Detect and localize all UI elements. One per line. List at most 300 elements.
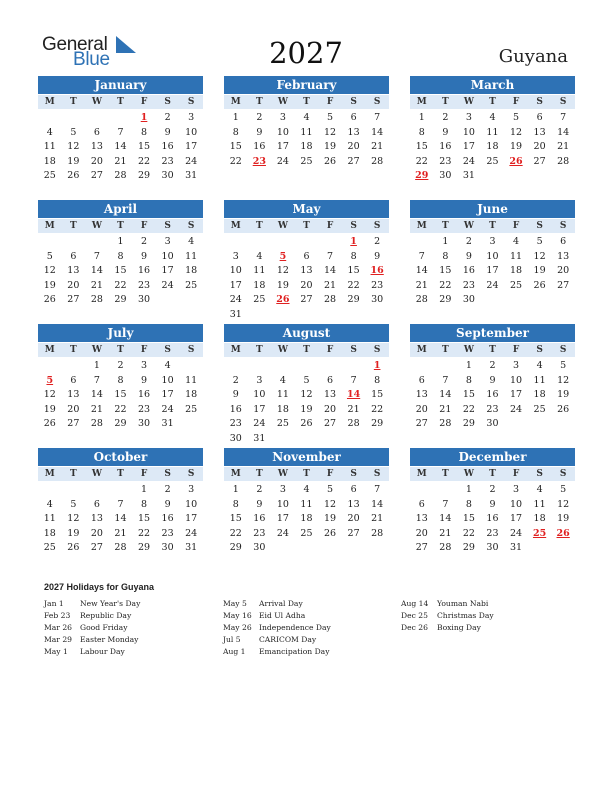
day-cell: 17 bbox=[229, 279, 242, 291]
week-row bbox=[410, 169, 575, 184]
day-cell: 5 bbox=[279, 250, 287, 262]
day-cell: 23 bbox=[161, 527, 174, 539]
day-cell: 22 bbox=[229, 155, 242, 167]
day-cell: 25 bbox=[532, 527, 547, 539]
week-row bbox=[410, 235, 575, 250]
day-cell: 28 bbox=[371, 155, 384, 167]
day-cell: 17 bbox=[276, 513, 289, 524]
day-cell: 4 bbox=[536, 360, 543, 371]
weekday-label: S bbox=[187, 221, 195, 231]
empty-cell bbox=[109, 483, 133, 498]
day-cell: 31 bbox=[229, 308, 242, 320]
week-row bbox=[38, 498, 203, 513]
day-cell: 20 bbox=[415, 403, 428, 415]
empty-cell bbox=[551, 293, 575, 308]
week-row bbox=[410, 403, 575, 418]
empty-cell bbox=[342, 308, 366, 323]
weekday-label: F bbox=[512, 469, 520, 479]
empty-cell bbox=[271, 432, 295, 447]
day-cell: 1 bbox=[465, 360, 472, 371]
weekday-header bbox=[410, 467, 575, 481]
week-row bbox=[410, 541, 575, 556]
day-cell: 6 bbox=[303, 250, 310, 262]
day-cell: 17 bbox=[161, 389, 174, 400]
weekday-label: T bbox=[441, 345, 449, 355]
day-cell: 28 bbox=[114, 170, 127, 181]
day-cell: 17 bbox=[276, 141, 289, 152]
empty-cell bbox=[224, 359, 248, 374]
week-row bbox=[224, 250, 389, 265]
weekday-label: M bbox=[416, 221, 427, 231]
day-cell: 26 bbox=[43, 418, 56, 429]
day-cell: 10 bbox=[276, 498, 289, 510]
day-cell: 2 bbox=[489, 484, 496, 495]
day-cell: 10 bbox=[229, 265, 242, 276]
day-cell: 18 bbox=[253, 279, 266, 291]
week-row bbox=[38, 374, 203, 389]
month-april bbox=[38, 200, 203, 320]
weekday-label: M bbox=[44, 469, 55, 479]
empty-cell bbox=[271, 359, 295, 374]
empty-cell bbox=[179, 417, 203, 432]
month-name: December bbox=[410, 448, 575, 466]
month-february bbox=[224, 76, 389, 196]
day-cell: 1 bbox=[350, 236, 357, 247]
day-cell: 16 bbox=[253, 513, 266, 524]
empty-cell bbox=[295, 359, 319, 374]
holiday-date: May 5 bbox=[223, 599, 247, 608]
weekday-label: T bbox=[69, 221, 77, 231]
day-cell: 25 bbox=[185, 403, 198, 415]
day-cell: 9 bbox=[256, 498, 263, 510]
empty-cell bbox=[342, 432, 366, 447]
weekday-label: M bbox=[230, 97, 241, 107]
day-cell: 7 bbox=[117, 126, 124, 138]
empty-cell bbox=[62, 483, 86, 498]
day-cell: 11 bbox=[509, 250, 523, 262]
day-cell: 30 bbox=[253, 542, 266, 553]
empty-cell bbox=[271, 541, 295, 556]
day-cell: 12 bbox=[557, 374, 570, 386]
empty-cell bbox=[38, 483, 62, 498]
weekday-label: W bbox=[91, 345, 102, 355]
weekday-label: S bbox=[350, 221, 357, 231]
empty-cell bbox=[365, 308, 389, 323]
day-cell: 29 bbox=[462, 418, 475, 429]
day-cell: 1 bbox=[93, 360, 100, 371]
day-cell: 9 bbox=[374, 250, 381, 262]
empty-cell bbox=[504, 293, 528, 308]
holiday-entry bbox=[223, 610, 331, 622]
week-row bbox=[224, 541, 389, 556]
empty-cell bbox=[248, 308, 272, 323]
weekday-label: F bbox=[512, 221, 520, 231]
holiday-entry bbox=[44, 622, 140, 634]
day-cell: 11 bbox=[43, 513, 56, 524]
empty-cell bbox=[85, 235, 109, 250]
day-cell: 18 bbox=[185, 389, 198, 400]
day-cell: 3 bbox=[465, 112, 472, 123]
week-row bbox=[224, 140, 389, 155]
week-row bbox=[410, 359, 575, 374]
day-cell: 2 bbox=[374, 236, 381, 247]
holiday-date: May 16 bbox=[223, 611, 252, 620]
empty-cell bbox=[551, 541, 575, 556]
weekday-label: S bbox=[373, 221, 381, 231]
day-cell: 24 bbox=[276, 155, 289, 167]
day-cell: 21 bbox=[114, 527, 127, 539]
empty-cell bbox=[295, 432, 319, 447]
holiday-date: Dec 25 bbox=[401, 611, 428, 620]
week-row bbox=[410, 293, 575, 308]
day-cell: 2 bbox=[256, 484, 263, 495]
day-cell: 2 bbox=[164, 112, 171, 123]
holiday-date: Dec 26 bbox=[401, 623, 428, 632]
day-cell: 14 bbox=[114, 141, 127, 152]
day-cell: 10 bbox=[276, 126, 289, 138]
day-cell: 7 bbox=[350, 374, 357, 386]
day-cell: 7 bbox=[442, 374, 449, 386]
day-cell: 20 bbox=[90, 155, 103, 167]
day-cell: 20 bbox=[557, 265, 570, 276]
day-cell: 30 bbox=[462, 294, 475, 305]
empty-cell bbox=[551, 417, 575, 432]
day-cell: 14 bbox=[371, 498, 384, 510]
holiday-date: Aug 14 bbox=[401, 599, 429, 608]
weekday-label: S bbox=[350, 345, 357, 355]
week-row bbox=[38, 359, 203, 374]
weekday-label: T bbox=[489, 221, 496, 231]
holiday-date: Mar 26 bbox=[44, 623, 73, 632]
day-cell: 11 bbox=[533, 498, 546, 510]
day-cell: 30 bbox=[137, 418, 151, 429]
holiday-name: Boxing Day bbox=[437, 623, 481, 632]
holiday-name: Easter Monday bbox=[80, 635, 139, 644]
day-cell: 27 bbox=[300, 294, 313, 305]
day-cell: 15 bbox=[229, 513, 242, 524]
weekday-label: W bbox=[277, 469, 288, 479]
day-cell: 24 bbox=[486, 279, 499, 291]
holiday-entry bbox=[223, 646, 331, 658]
empty-cell bbox=[528, 169, 552, 184]
week-row bbox=[224, 293, 389, 308]
weekday-label: S bbox=[164, 221, 171, 231]
day-cell: 5 bbox=[513, 112, 520, 123]
week-row bbox=[410, 279, 575, 294]
week-row bbox=[224, 512, 389, 527]
day-cell: 14 bbox=[557, 126, 570, 138]
day-cell: 12 bbox=[557, 498, 570, 510]
week-row bbox=[410, 374, 575, 389]
day-cell: 5 bbox=[70, 126, 77, 138]
weekday-label: M bbox=[44, 97, 55, 107]
day-cell: 27 bbox=[323, 418, 337, 429]
weekday-label: T bbox=[489, 97, 496, 107]
day-cell: 3 bbox=[513, 484, 520, 495]
month-name: May bbox=[224, 200, 389, 218]
day-cell: 2 bbox=[442, 112, 449, 123]
day-cell: 24 bbox=[185, 527, 198, 539]
day-cell: 27 bbox=[67, 294, 80, 305]
day-cell: 24 bbox=[253, 418, 266, 429]
day-cell: 9 bbox=[256, 126, 263, 138]
day-cell: 24 bbox=[276, 527, 289, 539]
month-december bbox=[410, 448, 575, 568]
day-cell: 15 bbox=[462, 513, 475, 524]
holiday-name: New Year's Day bbox=[80, 599, 141, 608]
day-cell: 7 bbox=[374, 484, 381, 495]
day-cell: 9 bbox=[141, 374, 148, 386]
holiday-entry bbox=[401, 598, 494, 610]
week-row bbox=[410, 512, 575, 527]
day-cell: 2 bbox=[256, 112, 263, 123]
day-cell: 23 bbox=[229, 418, 242, 429]
day-cell: 5 bbox=[46, 374, 54, 386]
empty-cell bbox=[179, 293, 203, 308]
day-cell: 26 bbox=[509, 155, 523, 167]
week-row bbox=[224, 235, 389, 250]
weekday-label: T bbox=[255, 345, 263, 355]
week-row bbox=[224, 359, 389, 374]
day-cell: 17 bbox=[509, 389, 523, 400]
day-cell: 21 bbox=[371, 513, 384, 524]
week-row bbox=[38, 527, 203, 542]
day-cell: 22 bbox=[114, 403, 127, 415]
day-cell: 19 bbox=[43, 403, 56, 415]
weekday-label: T bbox=[255, 469, 263, 479]
week-row bbox=[38, 417, 203, 432]
day-cell: 17 bbox=[486, 265, 499, 276]
weekday-label: T bbox=[441, 97, 449, 107]
day-cell: 4 bbox=[513, 236, 520, 247]
week-row bbox=[38, 169, 203, 184]
weekday-label: S bbox=[164, 97, 171, 107]
day-cell: 5 bbox=[560, 360, 567, 371]
empty-cell bbox=[528, 417, 552, 432]
day-cell: 10 bbox=[509, 498, 523, 510]
day-cell: 16 bbox=[137, 389, 151, 400]
day-cell: 29 bbox=[137, 170, 151, 181]
brand-blue-text: Blue bbox=[73, 49, 110, 70]
weekday-label: S bbox=[187, 97, 195, 107]
day-cell: 15 bbox=[371, 389, 384, 400]
months-grid bbox=[38, 76, 574, 556]
day-cell: 11 bbox=[43, 141, 56, 152]
week-row bbox=[224, 527, 389, 542]
day-cell: 27 bbox=[347, 527, 360, 539]
week-row bbox=[410, 140, 575, 155]
empty-cell bbox=[62, 111, 86, 126]
day-cell: 5 bbox=[560, 484, 567, 495]
day-cell: 22 bbox=[347, 279, 360, 291]
day-cell: 7 bbox=[442, 498, 449, 510]
week-row bbox=[224, 417, 389, 432]
day-cell: 30 bbox=[137, 294, 151, 305]
month-name: September bbox=[410, 324, 575, 342]
weekday-label: W bbox=[277, 345, 288, 355]
day-cell: 2 bbox=[489, 360, 496, 371]
day-cell: 29 bbox=[229, 542, 242, 553]
day-cell: 14 bbox=[114, 513, 127, 524]
day-cell: 3 bbox=[188, 112, 195, 123]
weekday-label: F bbox=[140, 97, 148, 107]
day-cell: 10 bbox=[185, 498, 198, 510]
holiday-name: Good Friday bbox=[80, 623, 128, 632]
day-cell: 23 bbox=[137, 403, 151, 415]
empty-cell bbox=[156, 293, 180, 308]
day-cell: 26 bbox=[556, 527, 570, 539]
day-cell: 1 bbox=[442, 236, 449, 247]
empty-cell bbox=[528, 541, 552, 556]
holiday-entry bbox=[223, 598, 331, 610]
day-cell: 11 bbox=[300, 498, 313, 510]
weekday-label: T bbox=[117, 469, 124, 479]
day-cell: 18 bbox=[276, 403, 289, 415]
day-cell: 14 bbox=[346, 389, 361, 400]
month-name: August bbox=[224, 324, 389, 342]
empty-cell bbox=[434, 483, 458, 498]
day-cell: 3 bbox=[232, 250, 239, 262]
day-cell: 11 bbox=[185, 374, 198, 386]
holidays-section bbox=[44, 582, 584, 668]
empty-cell bbox=[481, 293, 505, 308]
week-row bbox=[410, 388, 575, 403]
day-cell: 6 bbox=[560, 236, 567, 247]
day-cell: 6 bbox=[350, 484, 357, 495]
day-cell: 6 bbox=[93, 126, 100, 138]
weekday-label: T bbox=[255, 221, 263, 231]
weekday-label: T bbox=[117, 221, 124, 231]
day-cell: 27 bbox=[415, 418, 428, 429]
empty-cell bbox=[342, 359, 366, 374]
day-cell: 14 bbox=[323, 265, 337, 276]
month-june bbox=[410, 200, 575, 320]
week-row bbox=[224, 388, 389, 403]
empty-cell bbox=[179, 359, 203, 374]
month-august bbox=[224, 324, 389, 444]
holiday-date: Feb 23 bbox=[44, 611, 71, 620]
day-cell: 19 bbox=[533, 265, 546, 276]
weekday-label: S bbox=[373, 345, 381, 355]
weekday-label: T bbox=[117, 345, 124, 355]
holiday-date: Jul 5 bbox=[223, 635, 241, 644]
day-cell: 19 bbox=[557, 389, 570, 400]
day-cell: 28 bbox=[347, 418, 360, 429]
month-name: February bbox=[224, 76, 389, 94]
weekday-label: F bbox=[326, 221, 334, 231]
day-cell: 9 bbox=[164, 498, 171, 510]
empty-cell bbox=[318, 359, 342, 374]
empty-cell bbox=[410, 359, 434, 374]
weekday-label: T bbox=[303, 221, 310, 231]
holiday-date: Jan 1 bbox=[44, 599, 64, 608]
day-cell: 25 bbox=[300, 155, 313, 167]
day-cell: 10 bbox=[161, 374, 174, 386]
day-cell: 17 bbox=[253, 403, 266, 415]
day-cell: 2 bbox=[164, 484, 171, 495]
day-cell: 31 bbox=[161, 418, 174, 429]
holiday-name: Youman Nabi bbox=[437, 599, 489, 608]
weekday-label: W bbox=[463, 221, 474, 231]
brand-general-text: General bbox=[42, 34, 108, 55]
month-march bbox=[410, 76, 575, 196]
day-cell: 21 bbox=[415, 279, 428, 291]
weekday-label: S bbox=[164, 345, 171, 355]
day-cell: 3 bbox=[141, 360, 148, 371]
holiday-entry bbox=[44, 634, 140, 646]
holidays-title: 2027 Holidays for Guyana bbox=[44, 582, 155, 592]
holiday-date: Aug 1 bbox=[223, 647, 246, 656]
day-cell: 10 bbox=[253, 389, 266, 400]
day-cell: 14 bbox=[439, 513, 452, 524]
day-cell: 7 bbox=[374, 112, 381, 123]
day-cell: 4 bbox=[46, 498, 53, 510]
day-cell: 2 bbox=[141, 236, 148, 247]
holiday-name: Eid Ul Adha bbox=[259, 611, 306, 620]
day-cell: 9 bbox=[465, 250, 472, 262]
day-cell: 29 bbox=[462, 542, 475, 553]
day-cell: 7 bbox=[327, 250, 334, 262]
day-cell: 1 bbox=[373, 360, 381, 371]
day-cell: 21 bbox=[557, 141, 570, 152]
day-cell: 23 bbox=[253, 527, 266, 539]
day-cell: 4 bbox=[489, 112, 496, 123]
weekday-label: M bbox=[230, 469, 241, 479]
weekday-label: T bbox=[489, 345, 496, 355]
day-cell: 14 bbox=[90, 265, 103, 276]
day-cell: 30 bbox=[161, 542, 174, 553]
empty-cell bbox=[62, 235, 86, 250]
day-cell: 31 bbox=[185, 542, 198, 553]
day-cell: 30 bbox=[229, 432, 242, 444]
day-cell: 24 bbox=[509, 527, 523, 539]
weekday-header bbox=[410, 219, 575, 233]
day-cell: 17 bbox=[161, 265, 174, 276]
weekday-label: F bbox=[326, 469, 334, 479]
day-cell: 26 bbox=[323, 155, 337, 167]
day-cell: 13 bbox=[90, 513, 103, 524]
day-cell: 22 bbox=[114, 279, 127, 291]
day-cell: 13 bbox=[415, 513, 428, 524]
month-name: June bbox=[410, 200, 575, 218]
day-cell: 26 bbox=[300, 418, 313, 429]
day-cell: 23 bbox=[462, 279, 475, 291]
day-cell: 25 bbox=[533, 403, 546, 415]
day-cell: 18 bbox=[300, 513, 313, 524]
week-row bbox=[224, 111, 389, 126]
day-cell: 28 bbox=[90, 294, 103, 305]
weekday-label: S bbox=[350, 469, 357, 479]
day-cell: 16 bbox=[137, 265, 151, 276]
weekday-header bbox=[38, 343, 203, 357]
week-row bbox=[224, 308, 389, 323]
day-cell: 6 bbox=[418, 374, 425, 386]
day-cell: 11 bbox=[185, 250, 198, 262]
day-cell: 27 bbox=[533, 155, 546, 167]
week-row bbox=[224, 498, 389, 513]
day-cell: 29 bbox=[347, 294, 360, 305]
day-cell: 9 bbox=[489, 498, 496, 510]
day-cell: 23 bbox=[252, 155, 266, 167]
holiday-name: Republic Day bbox=[80, 611, 132, 620]
empty-cell bbox=[504, 417, 528, 432]
day-cell: 29 bbox=[415, 170, 429, 181]
day-cell: 20 bbox=[67, 279, 80, 291]
country-name: Guyana bbox=[498, 46, 568, 67]
holiday-column bbox=[401, 598, 494, 634]
day-cell: 11 bbox=[253, 265, 266, 276]
empty-cell bbox=[481, 169, 505, 184]
